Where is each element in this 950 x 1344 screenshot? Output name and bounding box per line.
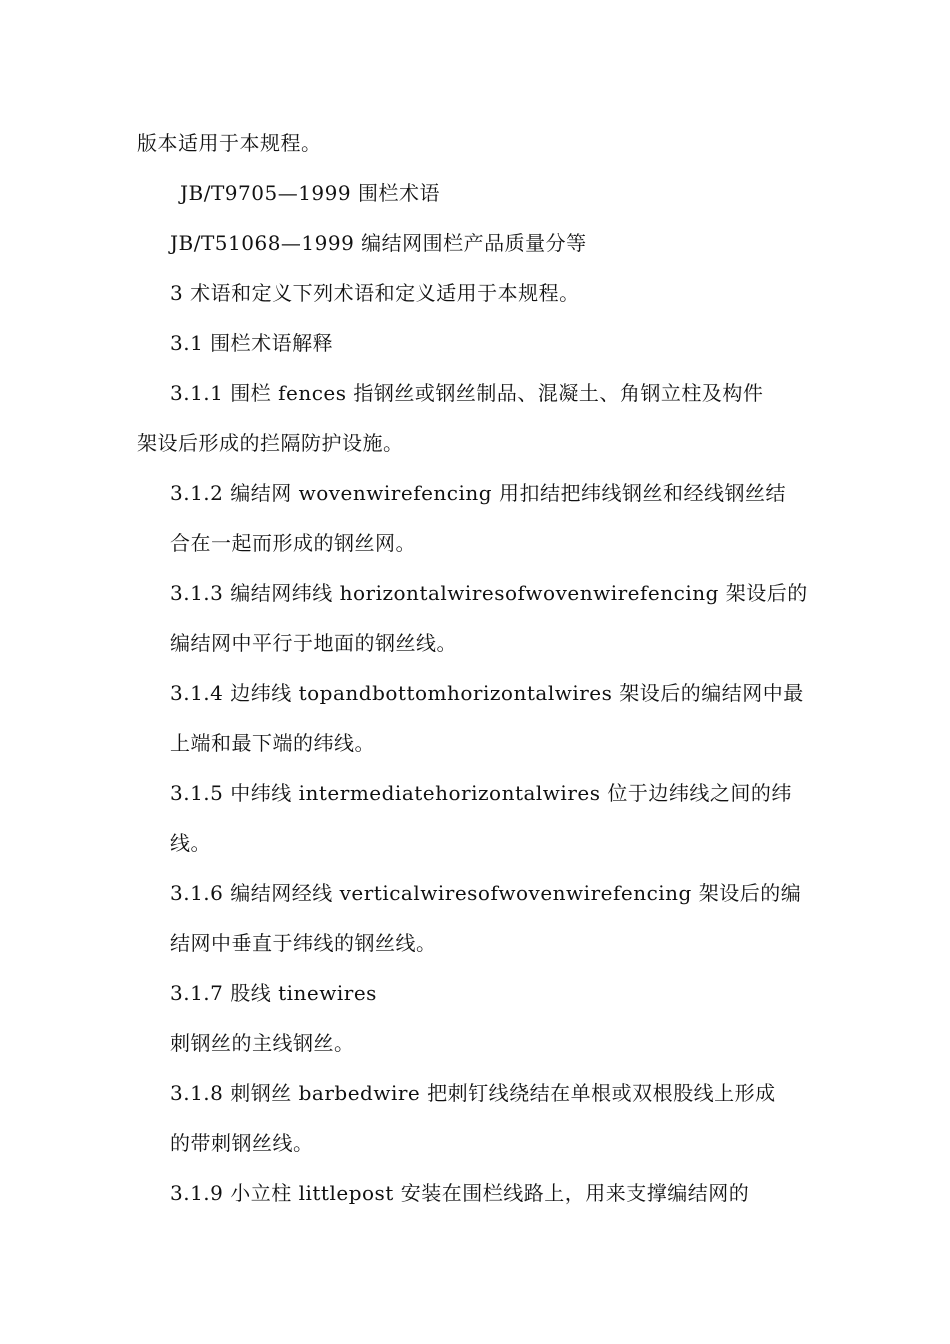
text-line: 3.1.3 编结网纬线 horizontalwiresofwovenwirefencing 架设后的 — [170, 581, 808, 605]
text-line: 线。 — [170, 831, 211, 855]
text-line: 3.1.7 股线 tinewires — [170, 981, 377, 1005]
text-line: 3.1.2 编结网 wovenwirefencing 用扣结把纬线钢丝和经线钢丝结 — [170, 481, 786, 505]
text-line: 3.1 围栏术语解释 — [170, 331, 334, 355]
text-line: 3.1.9 小立柱 littlepost 安装在围栏线路上，用来支撑编结网的 — [170, 1181, 750, 1205]
text-line: 上端和最下端的纬线。 — [170, 731, 375, 755]
text-line: 架设后形成的拦隔防护设施。 — [137, 431, 404, 455]
text-line: 3.1.4 边纬线 topandbottomhorizontalwires 架设后的编结网中最 — [170, 681, 804, 705]
text-line: 3 术语和定义下列术语和定义适用于本规程。 — [170, 281, 580, 305]
text-line: 刺钢丝的主线钢丝。 — [170, 1031, 355, 1055]
text-line: 3.1.6 编结网经线 verticalwiresofwovenwirefencing 架设后的编 — [170, 881, 802, 905]
text-line: 3.1.8 刺钢丝 barbedwire 把刺钉线绕结在单根或双根股线上形成 — [170, 1081, 776, 1105]
text-line: JB/T51068—1999 编结网围栏产品质量分等 — [170, 231, 587, 255]
text-line: 编结网中平行于地面的钢丝线。 — [170, 631, 457, 655]
text-line: 的带刺钢丝线。 — [170, 1131, 314, 1155]
text-line: 结网中垂直于纬线的钢丝线。 — [170, 931, 437, 955]
text-line: JB/T9705—1999 围栏术语 — [180, 181, 440, 205]
text-line: 3.1.5 中纬线 intermediatehorizontalwires 位于边纬线之间的纬 — [170, 781, 792, 805]
text-line: 版本适用于本规程。 — [137, 131, 322, 155]
text-line: 合在一起而形成的钢丝网。 — [170, 531, 416, 555]
text-line: 3.1.1 围栏 fences 指钢丝或钢丝制品、混凝土、角钢立柱及构件 — [170, 381, 764, 405]
